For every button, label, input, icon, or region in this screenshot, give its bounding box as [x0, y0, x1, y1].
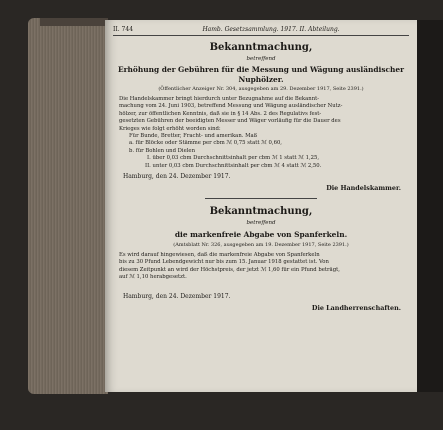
notice1-body-line: machung vom 24. Juni 1903, betreffend Messung und Wägung ausländischer Nutz- [119, 103, 343, 110]
notice2-body-line: diesem Zeitpunkt an wird der Höchstpreis, der jetzt ℳ 1,60 für ein Pfund beträgt, [119, 266, 340, 273]
notice1-item-a: a. für Blöcke oder Stämme per cbm ℳ 0,75 statt ℳ 0,60, [129, 140, 282, 147]
notice2-body-line: auf ℳ 1,10 herabgesetzt. [119, 274, 187, 281]
notice1-title: Bekanntmachung, [209, 42, 313, 53]
book-top-edge [40, 18, 108, 26]
notice1-betreffend: betreffend [246, 56, 276, 62]
page-number: II. 744 [113, 26, 134, 33]
running-title: Hamb. Gesetzsammlung. 1917. II. Abteilung. [202, 26, 340, 33]
notice1-item-b2: II. unter 0,03 cbm Durchschnittsinhalt per cbm ℳ 4 statt ℳ 2,50. [145, 162, 322, 169]
notice1-body-line: Krieges wie folgt erhöht worden sind: [119, 125, 221, 132]
notice2-signature: Die Landherrenschaften. [311, 304, 401, 312]
notice1-date: Hamburg, den 24. Dezember 1917. [123, 173, 231, 180]
notice2-body [119, 252, 403, 282]
notice1-subject-line1: Erhöhung der Gebühren für die Messung und Wägung ausländischer [118, 65, 404, 74]
notice1-body [119, 96, 403, 170]
section-divider [205, 198, 317, 199]
notice2-body-line: bis zu 30 Pfund Lebendgewicht nur bis zum 15. Januar 1918 gestattet ist. Von [119, 259, 329, 266]
notice2-source: (Amtsblatt Nr. 326, ausgegeben am 19. Dezember 1917, Seite 2391.) [173, 242, 349, 248]
notice2-body-line: Es wird darauf hingewiesen, daß die markenfreie Abgabe von Spanferkeln [119, 252, 320, 258]
running-header [113, 26, 409, 33]
notice2-betreffend: betreffend [246, 220, 276, 226]
notice2-title: Bekanntmachung, [209, 206, 313, 217]
notice1-body-line: gesetzten Gebühren der beeidigten Messer und Wäger vorläufig für die Dauer des [119, 118, 341, 125]
notice1-source: (Öffentlicher Anzeiger Nr. 304, ausgegeben am 29. Dezember 1917, Seite 2391.) [158, 86, 364, 92]
notice2-subject: die markenfreie Abgabe von Spanferkeln. [174, 230, 348, 239]
notice1-subject-line2: Nuphölzer. [238, 75, 284, 84]
book-page-edges [28, 18, 108, 394]
notice1-body-line: Die Handelskammer bringt hierdurch unter Bezugnahme auf die Bekannt- [119, 96, 320, 102]
notice1-list-intro: Für Bunde, Bretter, Fracht- und amerikan. Maß [129, 133, 258, 140]
page-shadow [417, 20, 443, 392]
notice1-body-line: hölzer, zur öffentlichen Kenntnis, daß sie in § 14 Abs. 2 des Regulativs fest- [119, 110, 322, 117]
notice2-date: Hamburg, den 24. Dezember 1917. [123, 293, 231, 300]
notice1-item-b: b. für Bohlen und Dielen [129, 147, 195, 154]
book-page [105, 20, 417, 392]
notice1-signature: Die Handelskammer. [326, 184, 401, 192]
notice1-item-b1: I. über 0,03 cbm Durchschnittsinhalt per cbm ℳ 1 statt ℳ 1,25, [147, 155, 320, 162]
header-rule [113, 35, 409, 36]
